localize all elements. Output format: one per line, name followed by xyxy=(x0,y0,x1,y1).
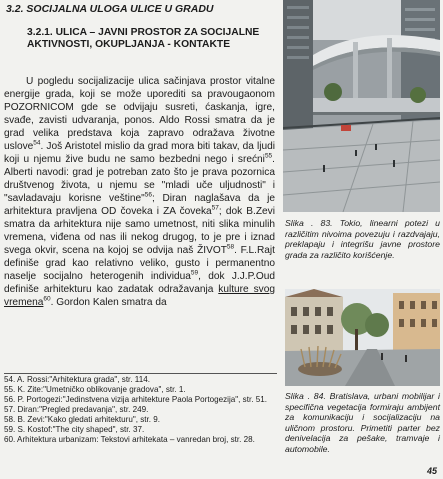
footnote-item: 56. P. Portogezi:"Jedinstvena vizija arhitekture Paola Portogezija", str. 51. xyxy=(4,395,267,404)
footnote-item: 60. Arhitektura urbanizam: Tekstovi arhitekata – vanredan broj, str. 28. xyxy=(4,435,255,444)
tokyo-photo xyxy=(283,0,440,212)
footnote-item: 58. B. Zevi:"Kako gledati arhitekturu", str. 9. xyxy=(4,415,161,424)
footnote-ref: 58 xyxy=(226,243,235,251)
footnote-item: 59. S. Kostof:"The city shaped", str. 37. xyxy=(4,425,145,434)
figure-caption-84: Slika . 84. Bratislava, urbani mobilijar i specifična vegetacija formiraju ambijent za komunikaciju i socijalizaciju na uličnom prostoru. Primetiti parter bez denivelacija za pešake, tramvaje i automobile. xyxy=(285,391,440,454)
footnote-item: 55. K. Zite:"Umetničko oblikovanje gradova", str. 1. xyxy=(4,385,186,394)
footnote-item: 54. A. Rossi:"Arhitektura grada", str. 114. xyxy=(4,375,150,384)
bratislava-photo-illustration xyxy=(285,289,440,386)
page-number: 45 xyxy=(426,466,437,476)
footnote-ref: 56 xyxy=(144,191,152,199)
tokyo-photo-illustration xyxy=(283,0,440,212)
figure-caption-83: Slika . 83. Tokio, linearni potezi u različitim nivoima povezuju i razdvajaju, preklapaju i integrišu javne prostore grada za različito korišćenje. xyxy=(285,218,440,260)
subsection-title: 3.2.1. ULICA – JAVNI PROSTOR ZA SOCIJALNE AKTIVNOSTI, OKUPLJANJA - KONTAKTE xyxy=(27,27,260,50)
footnote-item: 57. Diran:"Pregled predavanja", str. 249. xyxy=(4,405,149,414)
footnote-ref: 57 xyxy=(211,204,219,212)
footnote-ref: 55 xyxy=(264,152,273,160)
footnote-ref: 60 xyxy=(43,295,51,303)
footnotes xyxy=(4,373,277,445)
footnote-ref: 59 xyxy=(190,269,199,277)
section-title: 3.2. SOCIJALNA ULOGA ULICE U GRADU xyxy=(6,3,214,15)
bratislava-photo xyxy=(285,289,440,386)
footnote-ref: 54 xyxy=(33,139,41,147)
body-paragraph: U pogledu socijalizacije ulica sačinjava prostor vitalne energije grada, koji se može uporediti sa pravougaonom POZORNICOM gde se odvijaju susreti, ćaskanja, igre, svađe, zavisti udvaranja, ponos. Aldo Rossi smatra da je grad velika predstava koja zapravo odražava životne uslove$^{54}$. Još Aristotel mislio da grad mora biti takav, da ljudi koji u njemu žive budu ne samo bezbedni nego i srećni$^{55}$. Alberti navodi: grad je potreban zato što je prava pozornica društvenog života, u njemu se "mladi uče uljudnosti" i "savladavaju korisne veštine"$^{56}$; Diran naglašava da je arhitektura pravljena OD čoveka i ZA čoveka$^{57}$; dok B.Zevi smatra da arhitektura nije samo umetnost, niti slika minulih vremena, viđena od nas ili nekog drugog, to je pre i iznad svega okvir, scena na kojoj se odvija naš ŽIVOT$^{58}$. F.L.Rajt definiše grad kao relativno veliko, gusto i permanentno naselje socijalno heterogenih individua$^{59}$, dok J.J.P.Oud definiše arhitekturu kao zadatak odražavanja kulture svog vremena$^{60}$. Gordon Kalen smatra da xyxy=(4,76,275,308)
